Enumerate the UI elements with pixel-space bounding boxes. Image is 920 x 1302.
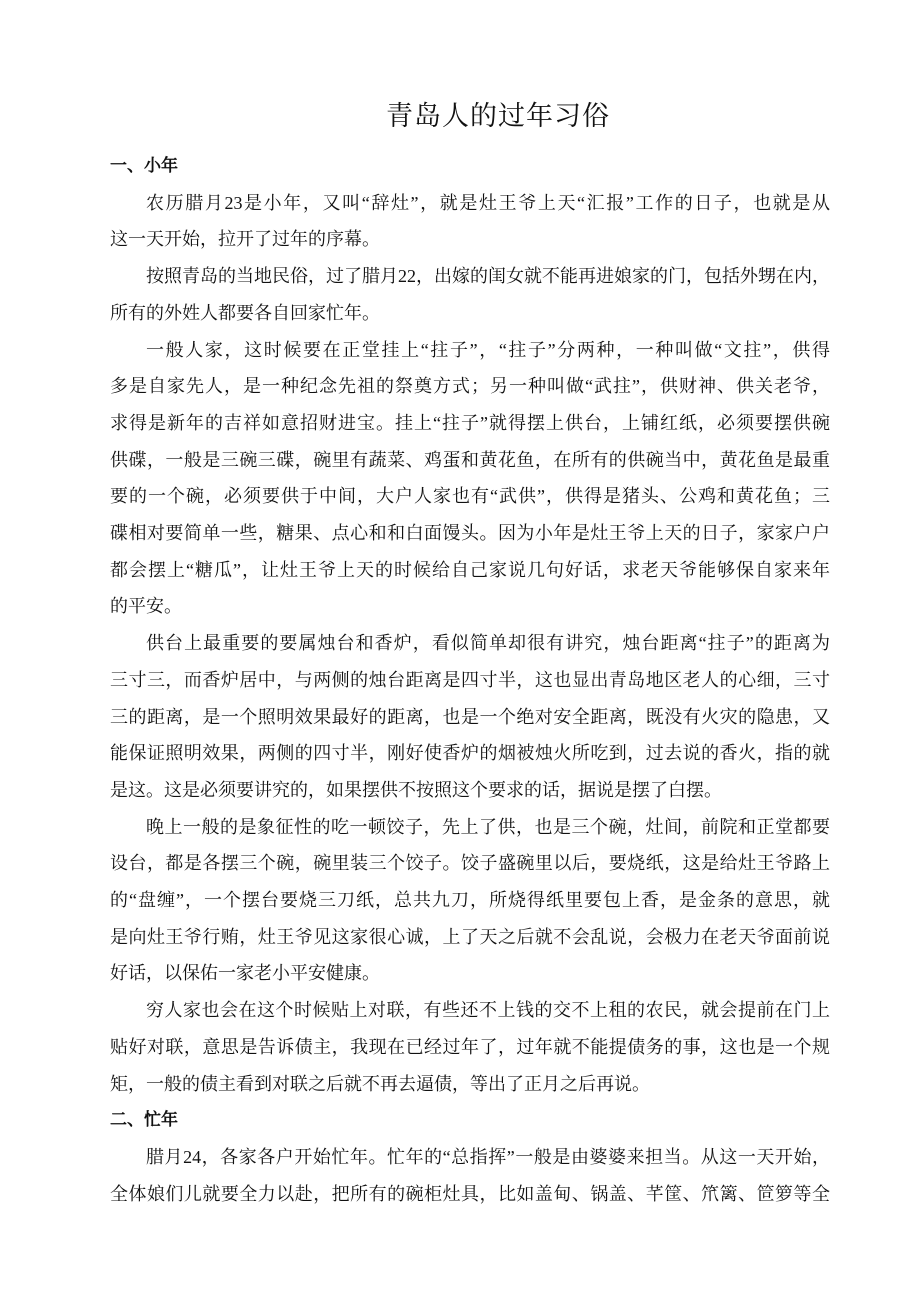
paragraph-line: 一般人家，这时候要在正堂挂上“拄子”，“拄子”分两种，一种叫做“文拄”，供得 [146,339,830,360]
paragraph-line: 求得是新年的吉祥如意招财进宝。挂上“拄子”就得摆上供台，上铺红纸，必须要摆供碗 [110,412,830,433]
paragraph-line: 供碟，一般是三碗三碟，碗里有蔬菜、鸡蛋和黄花鱼，在所有的供碗当中，黄花鱼是最重 [110,449,830,470]
paragraph-line: 好话，以保佑一家老小平安健康。 [110,963,380,984]
paragraph [110,332,830,626]
paragraph [110,625,830,809]
document-title: 青岛人的过年习俗 [386,101,610,131]
paragraph-line: 是向灶王爷行贿，灶王爷见这家很心诚，上了天之后就不会乱说，会极力在老天爷面前说 [110,926,830,947]
paragraph-line: 都会摆上“糖瓜”，让灶王爷上天的时候给自己家说几句好话，求老天爷能够保自家来年 [110,559,830,580]
paragraph [110,809,830,993]
paragraph [110,1139,830,1212]
paragraph-line: 要的一个碗，必须要供于中间，大户人家也有“武供”，供得是猪头、公鸡和黄花鱼；三 [110,486,830,507]
paragraph-line: 的“盘缠”，一个摆台要烧三刀纸，总共九刀，所烧得纸里要包上香，是金条的意思，就 [110,890,830,911]
paragraph-line: 多是自家先人，是一种纪念先祖的祭奠方式；另一种叫做“武拄”，供财神、供关老爷， [110,376,830,397]
paragraph-line: 能保证照明效果，两侧的四寸半，刚好使香炉的烟被烛火所吃到，过去说的香火，指的就 [110,743,830,764]
paragraph-line: 腊月24，各家各户开始忙年。忙年的“总指挥”一般是由婆婆来担当。从这一天开始， [146,1146,830,1167]
paragraph-line: 三寸三，而香炉居中，与两侧的烛台距离是四寸半，这也显出青岛地区老人的心细，三寸 [110,669,830,690]
paragraph [110,992,830,1102]
paragraph-line: 所有的外姓人都要各自回家忙年。 [110,302,380,323]
paragraph-line: 这一天开始，拉开了过年的序幕。 [110,229,380,250]
paragraph-line: 按照青岛的当地民俗，过了腊月22，出嫁的闺女就不能再进娘家的门，包括外甥在内， [146,266,830,287]
paragraph-line: 碟相对要简单一些，糖果、点心和和白面馒头。因为小年是灶王爷上天的日子，家家户户 [110,523,830,544]
paragraph-line: 晚上一般的是象征性的吃一顿饺子，先上了供，也是三个碗，灶间，前院和正堂都要 [146,816,830,837]
paragraph [110,258,830,331]
paragraph-line: 设台，都是各摆三个碗，碗里装三个饺子。饺子盛碗里以后，要烧纸，这是给灶王爷路上 [110,853,830,874]
paragraph-line: 贴好对联，意思是告诉债主，我现在已经过年了，过年就不能提债务的事，这也是一个规 [110,1036,830,1057]
paragraph [110,185,830,258]
document-body [110,148,830,1212]
paragraph-line: 的平安。 [110,596,182,617]
section-heading: 二、忙年 [110,1110,178,1130]
paragraph-line: 矩，一般的债主看到对联之后就不再去逼债，等出了正月之后再说。 [110,1073,650,1094]
paragraph-line: 是这。这是必须要讲究的，如果摆供不按照这个要求的话，据说是摆了白摆。 [110,779,722,800]
paragraph-line: 供台上最重要的要属烛台和香炉，看似简单却很有讲究，烛台距离“拄子”的距离为 [146,633,830,654]
paragraph-line: 穷人家也会在这个时候贴上对联，有些还不上钱的交不上租的农民，就会提前在门上 [146,1000,830,1021]
section-heading: 一、小年 [110,156,178,175]
paragraph-line: 农历腊月23是小年，又叫“辞灶”，就是灶王爷上天“汇报”工作的日子，也就是从 [146,192,830,213]
paragraph-line: 全体娘们儿就要全力以赴，把所有的碗柜灶具，比如盖甸、锅盖、芊筐、笊篱、笸箩等全 [110,1183,830,1204]
paragraph-line: 三的距离，是一个照明效果最好的距离，也是一个绝对安全距离，既没有火灾的隐患，又 [110,706,830,727]
